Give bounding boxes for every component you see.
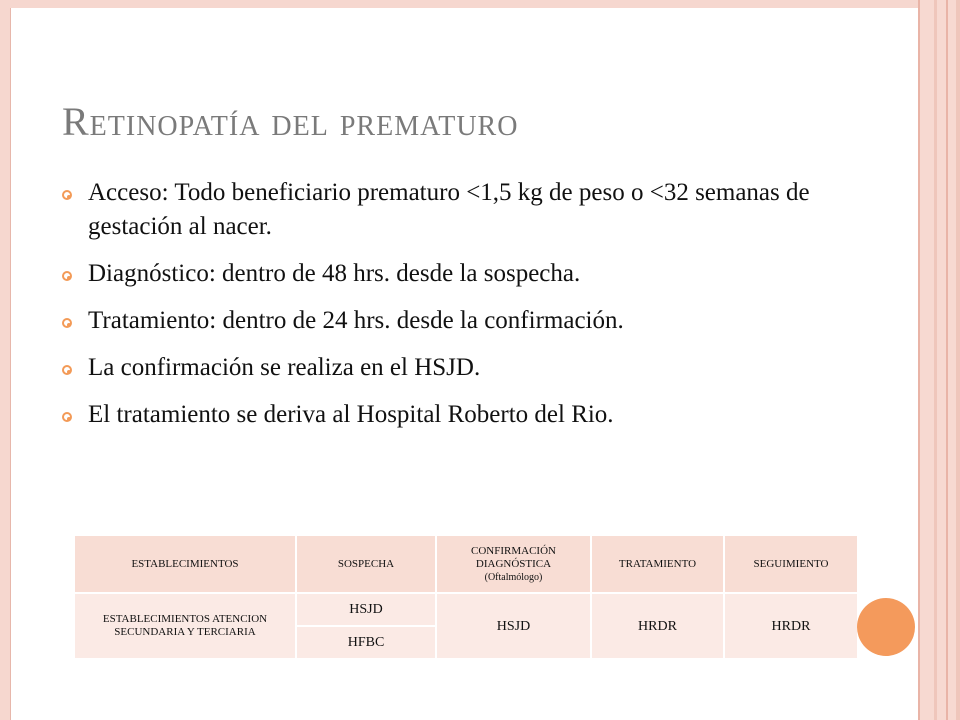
row-label-establecimientos: ESTABLECIMIENTOS ATENCION SECUNDARIA Y TERCIARIA [74, 593, 296, 659]
ring-bullet-icon [62, 318, 72, 328]
cell-seguimiento: HRDR [724, 593, 858, 659]
frame-stripe [918, 0, 920, 720]
ring-bullet-icon [62, 412, 72, 422]
ring-bullet-icon [62, 190, 72, 200]
slide-frame-left [0, 0, 11, 720]
cell-tratamiento: HRDR [591, 593, 724, 659]
frame-stripe [956, 0, 960, 720]
ring-bullet-icon [62, 271, 72, 281]
slide-frame-right [918, 0, 960, 720]
bullet-item [62, 257, 862, 291]
table-row [74, 593, 858, 626]
header-establecimientos: ESTABLECIMIENTOS [74, 535, 296, 593]
frame-stripe [934, 0, 937, 720]
header-seguimiento: SEGUIMIENTO [724, 535, 858, 593]
header-sospecha: SOSPECHA [296, 535, 436, 593]
header-tratamiento: TRATAMIENTO [591, 535, 724, 593]
slide-frame-top [10, 0, 920, 8]
bullet-text: El tratamiento se deriva al Hospital Roberto del Rio. [88, 401, 614, 428]
bullet-text: Acceso: Todo beneficiario prematuro <1,5 kg de peso o <32 semanas de gestación al nacer. [88, 179, 810, 240]
establishments-table [73, 534, 859, 660]
bullet-item [62, 176, 862, 244]
header-confirmacion-label: CONFIRMACIÓN DIAGNÓSTICA [471, 544, 556, 570]
cell-sospecha-hsjd: HSJD [296, 593, 436, 626]
bullet-list [62, 176, 862, 445]
bullet-text: Tratamiento: dentro de 24 hrs. desde la confirmación. [88, 307, 624, 334]
cell-confirmacion: HSJD [436, 593, 591, 659]
header-confirmacion-sub: (Oftalmólogo) [484, 571, 543, 583]
slide-title: Retinopatía del prematuro [62, 99, 519, 144]
cell-sospecha-hfbc: HFBC [296, 626, 436, 659]
header-confirmacion [436, 535, 591, 593]
bullet-item [62, 398, 862, 432]
bullet-text: Diagnóstico: dentro de 48 hrs. desde la sospecha. [88, 260, 581, 287]
bullet-item [62, 351, 862, 385]
frame-stripe [946, 0, 948, 720]
bullet-item [62, 304, 862, 338]
decorative-circle [857, 598, 915, 656]
bullet-text: La confirmación se realiza en el HSJD. [88, 354, 481, 381]
ring-bullet-icon [62, 365, 72, 375]
table-header-row [74, 535, 858, 593]
